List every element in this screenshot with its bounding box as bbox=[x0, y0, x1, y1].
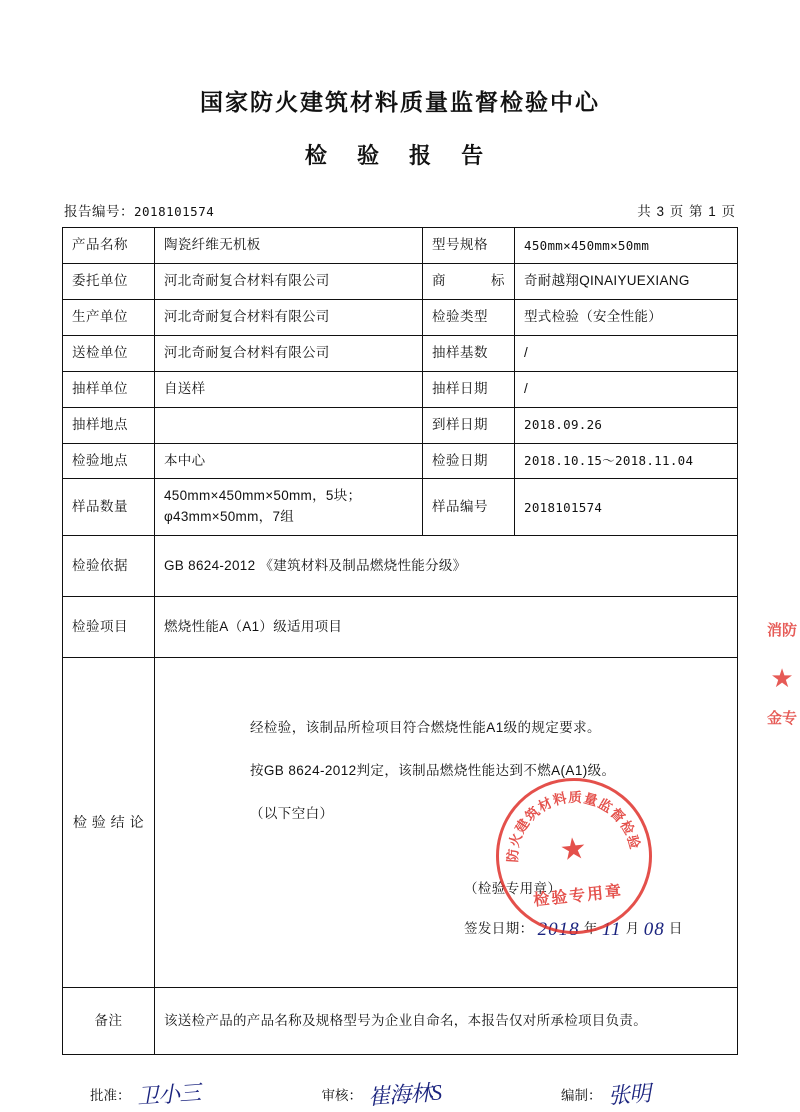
table-row bbox=[63, 228, 738, 264]
model-label: 型号规格 bbox=[423, 228, 515, 264]
review-signature: 崔海林S bbox=[367, 1079, 442, 1110]
report-number-label: 报告编号： bbox=[64, 204, 134, 219]
test-date-label: 检验日期 bbox=[423, 443, 515, 479]
table-row bbox=[63, 479, 738, 536]
conclusion-label: 检 验 结 论 bbox=[63, 658, 155, 988]
sampling-date-label: 抽样日期 bbox=[423, 371, 515, 407]
organization-title: 国家防火建筑材料质量监督检验中心 bbox=[200, 89, 600, 115]
table-row bbox=[63, 407, 738, 443]
manufacturer-value: 河北奇耐复合材料有限公司 bbox=[155, 299, 423, 335]
product-name-label: 产品名称 bbox=[63, 228, 155, 264]
report-number bbox=[64, 200, 214, 220]
issue-date-label: 签发日期： bbox=[464, 921, 534, 937]
sample-qty-label: 样品数量 bbox=[63, 479, 155, 536]
report-table bbox=[62, 227, 738, 1055]
issue-date-year-unit: 年 bbox=[583, 921, 598, 937]
basis-value: GB 8624-2012 《建筑材料及制品燃烧性能分级》 bbox=[155, 536, 738, 597]
test-place-label: 检验地点 bbox=[63, 443, 155, 479]
brand-label-right: 标 bbox=[491, 272, 505, 288]
issue-date-line bbox=[464, 913, 728, 942]
table-row bbox=[63, 335, 738, 371]
table-row bbox=[63, 443, 738, 479]
product-name-value: 陶瓷纤维无机板 bbox=[155, 228, 423, 264]
edge-seal-top-label: 消防 bbox=[766, 622, 797, 639]
star-icon: ★ bbox=[770, 662, 794, 693]
sampling-place-value bbox=[155, 407, 423, 443]
editor-signature: 张明 bbox=[606, 1080, 651, 1109]
test-type-value: 型式检验（安全性能） bbox=[515, 299, 738, 335]
sampling-base-value: / bbox=[515, 335, 738, 371]
table-row bbox=[63, 597, 738, 658]
items-label: 检验项目 bbox=[63, 597, 155, 658]
sampling-date-value: / bbox=[515, 371, 738, 407]
sample-qty-value: 450mm×450mm×50mm，5块；φ43mm×50mm，7组 bbox=[155, 479, 423, 536]
remark-label: 备注 bbox=[63, 988, 155, 1055]
arrival-date-label: 到样日期 bbox=[423, 407, 515, 443]
client-label: 委托单位 bbox=[63, 263, 155, 299]
brand-value: 奇耐越翔QINAIYUEXIANG bbox=[515, 263, 738, 299]
conclusion-line-1: 经检验，该制品所检项目符合燃烧性能A1级的规定要求。 bbox=[250, 719, 601, 735]
seal-bottom-label: 检验专用章 bbox=[532, 883, 624, 910]
sampling-unit-value: 自送样 bbox=[155, 371, 423, 407]
items-value: 燃烧性能A（A1）级适用项目 bbox=[155, 597, 738, 658]
sampling-unit-label: 抽样单位 bbox=[63, 371, 155, 407]
sample-no-label: 样品编号 bbox=[423, 479, 515, 536]
conclusion-row bbox=[63, 658, 738, 988]
table-row bbox=[63, 536, 738, 597]
sample-no-value: 2018101574 bbox=[515, 479, 738, 536]
manufacturer-label: 生产单位 bbox=[63, 299, 155, 335]
seal-arc-label: 国家防火建筑材料质量监督检验中心 bbox=[483, 776, 643, 863]
conclusion-line-2: 按GB 8624-2012判定，该制品燃烧性能达到不燃A(A1)级。 bbox=[250, 762, 616, 778]
issue-date-month: 11 bbox=[601, 919, 622, 941]
basis-label: 检验依据 bbox=[63, 536, 155, 597]
sampling-base-label: 抽样基数 bbox=[423, 335, 515, 371]
submitter-value: 河北奇耐复合材料有限公司 bbox=[155, 335, 423, 371]
edge-seal bbox=[759, 620, 800, 780]
approve-signature: 卫小三 bbox=[135, 1080, 201, 1110]
star-icon: ★ bbox=[558, 831, 589, 868]
issue-date-year: 2018 bbox=[537, 919, 580, 941]
report-number-value: 2018101574 bbox=[134, 204, 215, 219]
conclusion-line-3: （以下空白） bbox=[250, 805, 334, 821]
issue-date-day: 08 bbox=[643, 919, 665, 941]
review-label: 审核： bbox=[321, 1088, 363, 1104]
document-title: 检 验 报 告 bbox=[304, 143, 496, 168]
test-type-label: 检验类型 bbox=[423, 299, 515, 335]
remark-value: 该送检产品的产品名称及规格型号为企业自命名，本报告仅对所承检项目负责。 bbox=[155, 988, 738, 1055]
submitter-label: 送检单位 bbox=[63, 335, 155, 371]
sampling-place-label: 抽样地点 bbox=[63, 407, 155, 443]
edge-seal-bottom-label: 金专 bbox=[766, 709, 797, 727]
brand-label-left: 商 bbox=[432, 272, 446, 288]
table-row bbox=[63, 371, 738, 407]
report-meta bbox=[62, 200, 738, 220]
editor-label: 编制： bbox=[561, 1088, 602, 1104]
issue-date-day-unit: 日 bbox=[668, 921, 683, 937]
approve-label: 批准： bbox=[90, 1088, 131, 1104]
conclusion-body bbox=[155, 658, 738, 988]
test-place-value: 本中心 bbox=[155, 443, 423, 479]
brand-label bbox=[423, 263, 515, 299]
table-row bbox=[63, 299, 738, 335]
pagination: 共 3 页 第 1 页 bbox=[637, 204, 736, 219]
arrival-date-value: 2018.09.26 bbox=[515, 407, 738, 443]
issue-date-month-unit: 月 bbox=[625, 921, 640, 937]
seal-note: （检验专用章） bbox=[464, 880, 562, 896]
model-value: 450mm×450mm×50mm bbox=[515, 228, 738, 264]
table-row bbox=[63, 263, 738, 299]
client-value: 河北奇耐复合材料有限公司 bbox=[155, 263, 423, 299]
table-row bbox=[63, 988, 738, 1055]
test-date-value: 2018.10.15～2018.11.04 bbox=[515, 443, 738, 479]
